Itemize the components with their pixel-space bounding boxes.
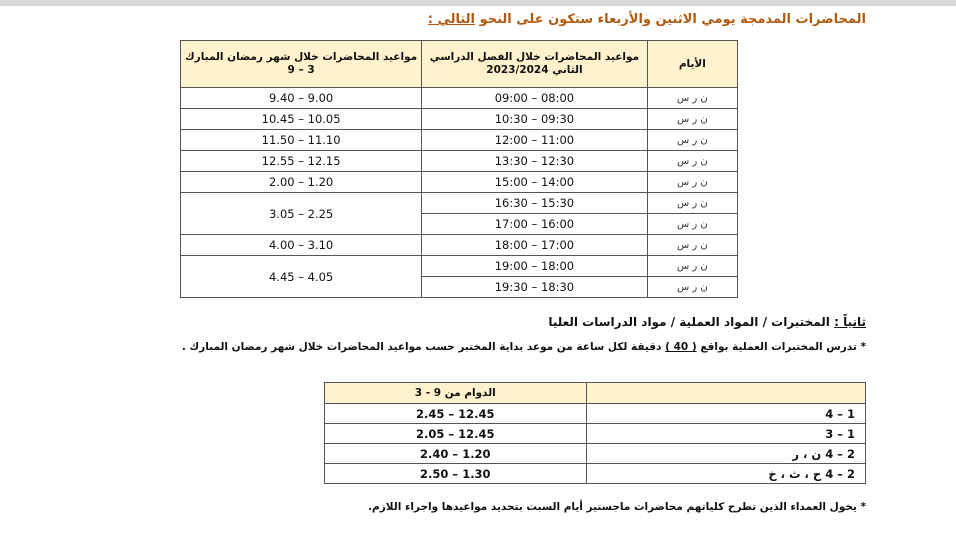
semester-time: 08:00 – 09:00 bbox=[422, 88, 647, 109]
ramadan-time: 2.25 – 3.05 bbox=[181, 193, 422, 235]
level-cell: 2 – 4 ح ، ث ، خ bbox=[586, 464, 865, 484]
table-row bbox=[181, 193, 738, 214]
table-row bbox=[181, 130, 738, 151]
ramadan-time: 10.05 – 10.45 bbox=[181, 109, 422, 130]
ramadan-time: 4.05 – 4.45 bbox=[181, 256, 422, 298]
time-cell: 1.30 – 2.50 bbox=[325, 464, 587, 484]
table-row bbox=[181, 151, 738, 172]
days-cell: ن ر س bbox=[647, 214, 737, 235]
ramadan-time: 9.00 – 9.40 bbox=[181, 88, 422, 109]
time-cell: 12.45 – 2.05 bbox=[325, 424, 587, 444]
semester-time: 14:00 – 15:00 bbox=[422, 172, 647, 193]
days-cell: ن ر س bbox=[647, 193, 737, 214]
ramadan-time: 12.15 – 12.55 bbox=[181, 151, 422, 172]
ramadan-time: 1.20 – 2.00 bbox=[181, 172, 422, 193]
page-title bbox=[428, 12, 866, 27]
days-cell: ن ر س bbox=[647, 256, 737, 277]
header-empty bbox=[586, 383, 865, 404]
header-days: الأيام bbox=[647, 41, 737, 88]
table-row bbox=[325, 464, 866, 484]
table-row bbox=[325, 424, 866, 444]
note-before: * تدرس المختبرات العملية بواقع bbox=[700, 341, 866, 353]
table-row bbox=[181, 88, 738, 109]
semester-time: 18:30 – 19:30 bbox=[422, 277, 647, 298]
labs-header-row bbox=[325, 383, 866, 404]
header-ramadan: مواعيد المحاضرات خلال شهر رمضان المبارك 3 – 9 bbox=[181, 41, 422, 88]
level-cell: 1 – 3 bbox=[586, 424, 865, 444]
semester-time: 11:00 – 12:00 bbox=[422, 130, 647, 151]
ramadan-time: 3.10 – 4.00 bbox=[181, 235, 422, 256]
top-bar bbox=[0, 0, 956, 6]
table-row bbox=[325, 404, 866, 424]
labs-table bbox=[324, 382, 866, 484]
days-cell: ن ر س bbox=[647, 235, 737, 256]
semester-time: 18:00 – 19:00 bbox=[422, 256, 647, 277]
level-cell: 2 – 4 ن ، ر bbox=[586, 444, 865, 464]
section-text: المختبرات / المواد العملية / مواد الدراسات العليا bbox=[548, 315, 830, 329]
days-cell: ن ر س bbox=[647, 277, 737, 298]
semester-time: 16:00 – 17:00 bbox=[422, 214, 647, 235]
days-cell: ن ر س bbox=[647, 130, 737, 151]
table-row bbox=[181, 109, 738, 130]
time-cell: 1.20 – 2.40 bbox=[325, 444, 587, 464]
title-main: المحاضرات المدمجة يومي الاثنين والأربعاء ستكون على النحو bbox=[479, 12, 866, 27]
ramadan-time: 11.10 – 11.50 bbox=[181, 130, 422, 151]
days-cell: ن ر س bbox=[647, 109, 737, 130]
days-cell: ن ر س bbox=[647, 151, 737, 172]
section-heading bbox=[548, 315, 866, 329]
semester-time: 12:30 – 13:30 bbox=[422, 151, 647, 172]
lecture-schedule-table bbox=[180, 40, 738, 298]
days-cell: ن ر س bbox=[647, 88, 737, 109]
table-row bbox=[181, 256, 738, 277]
table-row bbox=[181, 172, 738, 193]
header-semester: مواعيد المحاضرات خلال الفصل الدراسي الثاني 2023/2024 bbox=[422, 41, 647, 88]
section-label: ثانياً : bbox=[834, 315, 866, 329]
note-number: ( 40 ) bbox=[665, 341, 697, 353]
level-cell: 1 – 4 bbox=[586, 404, 865, 424]
table-row bbox=[181, 235, 738, 256]
time-cell: 12.45 – 2.45 bbox=[325, 404, 587, 424]
title-underlined: التالي : bbox=[427, 12, 476, 27]
header-working-hours: الدوام من 9 - 3 bbox=[325, 383, 587, 404]
footer-note: * يخول العمداء الذين تطرح كلياتهم محاضرات ماجستير أيام السبت بتحديد مواعيدها واجراء اللازم. bbox=[368, 501, 866, 513]
semester-time: 15:30 – 16:30 bbox=[422, 193, 647, 214]
days-cell: ن ر س bbox=[647, 172, 737, 193]
table-row bbox=[325, 444, 866, 464]
table-header-row bbox=[181, 41, 738, 88]
note-after: دقيقة لكل ساعة من موعد بداية المختبر حسب مواعيد المحاضرات خلال شهر رمضان المبارك . bbox=[181, 341, 662, 353]
labs-note bbox=[46, 337, 866, 358]
semester-time: 17:00 – 18:00 bbox=[422, 235, 647, 256]
semester-time: 09:30 – 10:30 bbox=[422, 109, 647, 130]
